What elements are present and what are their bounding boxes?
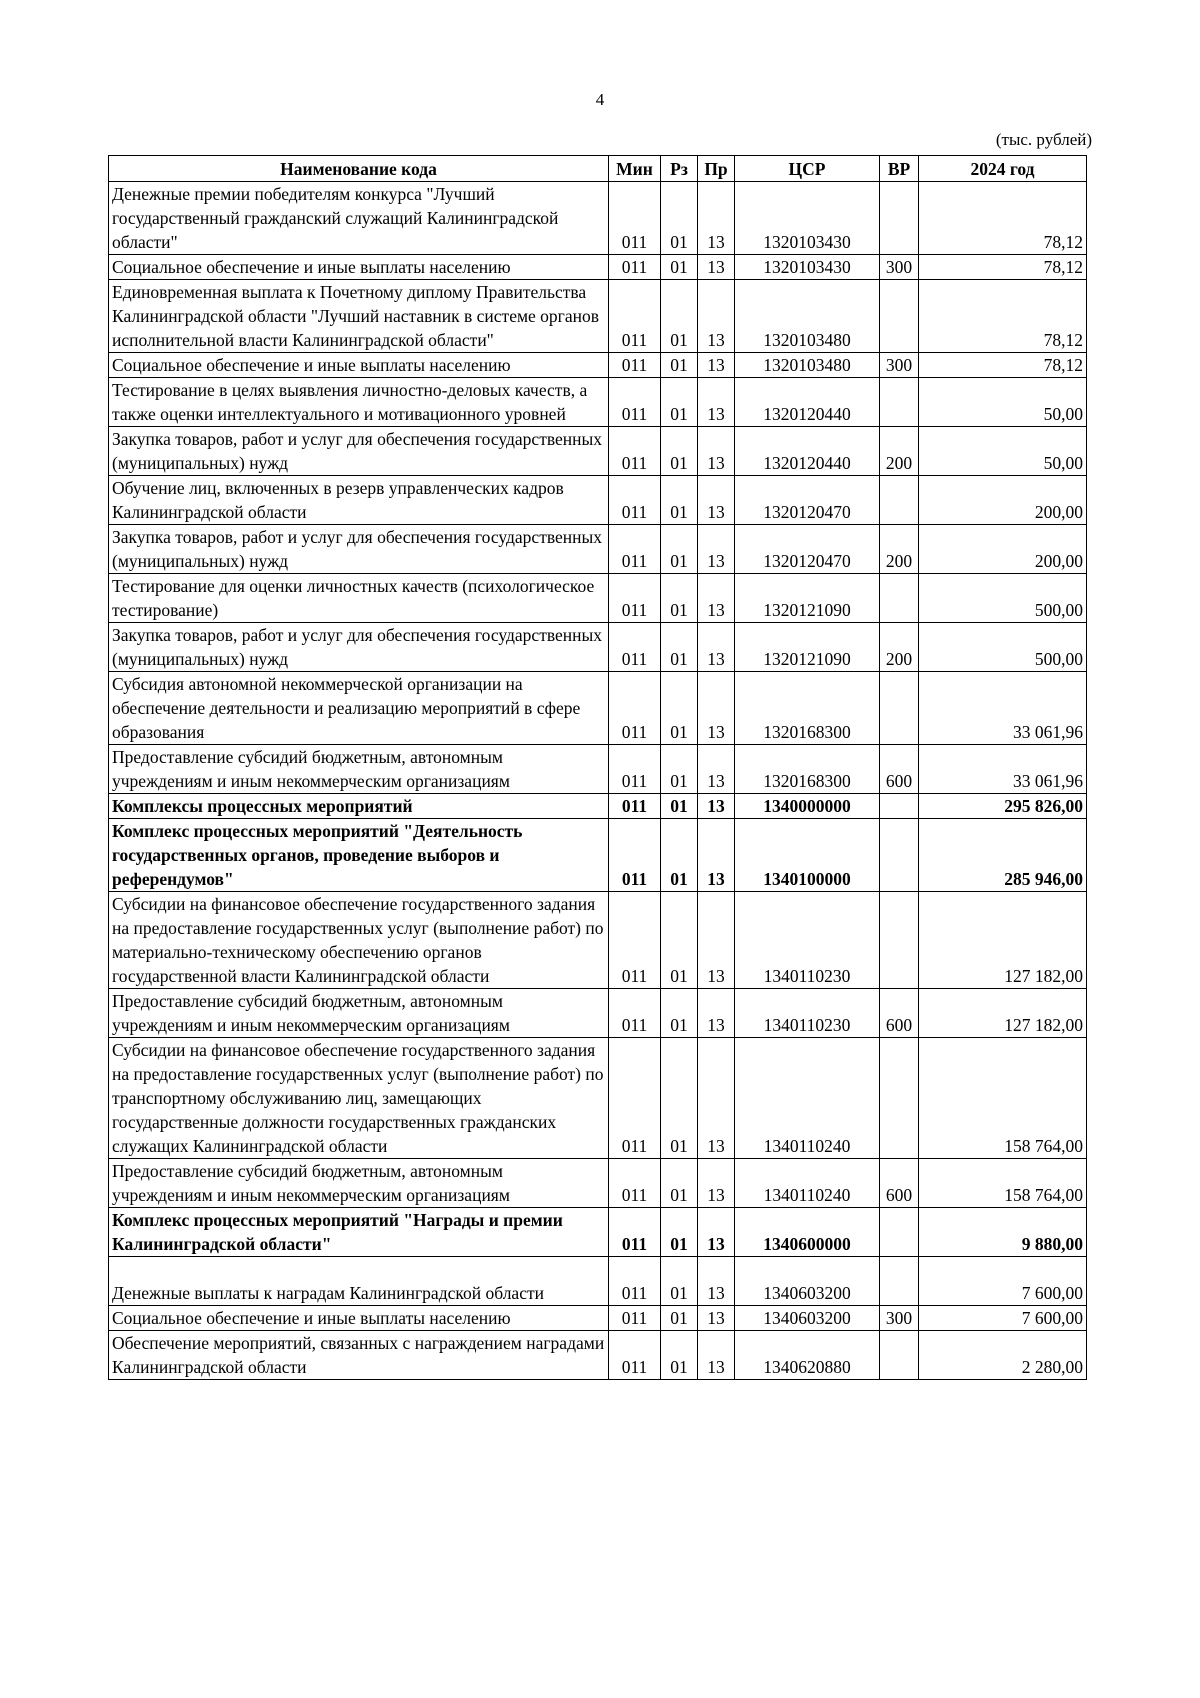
row-name: Единовременная выплата к Почетному диплому Правительства Калининградской области "Лучший наставник в системе органов исполнительной власти Калининградской области" (109, 280, 609, 353)
row-name: Социальное обеспечение и иные выплаты населению (109, 353, 609, 378)
row-vr (880, 1208, 919, 1257)
row-name: Закупка товаров, работ и услуг для обеспечения государственных (муниципальных) нужд (109, 427, 609, 476)
row-rz: 01 (661, 1331, 698, 1380)
row-amount: 158 764,00 (919, 1159, 1087, 1208)
row-name: Обеспечение мероприятий, связанных с награждением наградами Калининградской области (109, 1331, 609, 1380)
row-amount: 285 946,00 (919, 819, 1087, 892)
row-min: 011 (609, 353, 661, 378)
row-vr: 300 (880, 353, 919, 378)
row-vr (880, 280, 919, 353)
row-csr: 1320120440 (735, 427, 880, 476)
row-rz: 01 (661, 1257, 698, 1306)
row-csr: 1320103430 (735, 182, 880, 255)
row-csr: 1340603200 (735, 1306, 880, 1331)
row-min: 011 (609, 255, 661, 280)
table-row (109, 280, 1087, 353)
row-csr: 1320168300 (735, 745, 880, 794)
row-name: Тестирование в целях выявления личностно-деловых качеств, а также оценки интеллектуального и мотивационного уровней (109, 378, 609, 427)
row-pr: 13 (698, 255, 735, 280)
row-name: Социальное обеспечение и иные выплаты населению (109, 255, 609, 280)
row-pr: 13 (698, 1038, 735, 1159)
row-amount: 50,00 (919, 378, 1087, 427)
header-min: Мин (609, 156, 661, 182)
row-name: Субсидии на финансовое обеспечение государственного задания на предоставление государственных услуг (выполнение работ) по материально-техническому обеспечению органов государственной власти Калининградской области (109, 892, 609, 989)
row-amount: 7 600,00 (919, 1306, 1087, 1331)
row-amount: 33 061,96 (919, 745, 1087, 794)
row-amount: 500,00 (919, 623, 1087, 672)
row-rz: 01 (661, 794, 698, 819)
row-csr: 1320103430 (735, 255, 880, 280)
row-min: 011 (609, 672, 661, 745)
row-pr: 13 (698, 574, 735, 623)
row-csr: 1340600000 (735, 1208, 880, 1257)
row-csr: 1320103480 (735, 280, 880, 353)
row-rz: 01 (661, 280, 698, 353)
row-min: 011 (609, 182, 661, 255)
row-csr: 1340110240 (735, 1159, 880, 1208)
row-csr: 1340110230 (735, 892, 880, 989)
row-rz: 01 (661, 353, 698, 378)
header-vr: ВР (880, 156, 919, 182)
row-vr (880, 892, 919, 989)
row-csr: 1320121090 (735, 574, 880, 623)
row-min: 011 (609, 989, 661, 1038)
row-amount: 9 880,00 (919, 1208, 1087, 1257)
table-body (109, 182, 1087, 1380)
row-pr: 13 (698, 476, 735, 525)
table-row (109, 427, 1087, 476)
row-pr: 13 (698, 1159, 735, 1208)
page-number: 4 (595, 90, 605, 109)
header-rz: Рз (661, 156, 698, 182)
row-vr (880, 794, 919, 819)
row-min: 011 (609, 1038, 661, 1159)
row-vr (880, 574, 919, 623)
row-pr: 13 (698, 182, 735, 255)
row-rz: 01 (661, 1208, 698, 1257)
row-vr: 200 (880, 525, 919, 574)
row-vr: 600 (880, 989, 919, 1038)
row-vr (880, 1038, 919, 1159)
row-name: Закупка товаров, работ и услуг для обеспечения государственных (муниципальных) нужд (109, 525, 609, 574)
row-rz: 01 (661, 525, 698, 574)
row-name: Обучение лиц, включенных в резерв управленческих кадров Калининградской области (109, 476, 609, 525)
row-csr: 1340603200 (735, 1257, 880, 1306)
header-name: Наименование кода (109, 156, 609, 182)
row-vr: 300 (880, 255, 919, 280)
row-pr: 13 (698, 378, 735, 427)
row-name: Комплекс процессных мероприятий "Деятельность государственных органов, проведение выборов и референдумов" (109, 819, 609, 892)
row-amount: 158 764,00 (919, 1038, 1087, 1159)
row-vr (880, 819, 919, 892)
header-amount: 2024 год (919, 156, 1087, 182)
row-csr: 1320121090 (735, 623, 880, 672)
row-min: 011 (609, 623, 661, 672)
table-row (109, 1257, 1087, 1306)
table-row (109, 1208, 1087, 1257)
row-rz: 01 (661, 892, 698, 989)
row-name: Социальное обеспечение и иные выплаты населению (109, 1306, 609, 1331)
row-min: 011 (609, 745, 661, 794)
row-vr (880, 1257, 919, 1306)
row-rz: 01 (661, 182, 698, 255)
row-amount: 200,00 (919, 525, 1087, 574)
row-rz: 01 (661, 574, 698, 623)
row-pr: 13 (698, 1257, 735, 1306)
table-row (109, 892, 1087, 989)
table-row (109, 574, 1087, 623)
row-rz: 01 (661, 427, 698, 476)
table-header-row (109, 156, 1087, 182)
row-amount: 127 182,00 (919, 892, 1087, 989)
row-pr: 13 (698, 672, 735, 745)
row-rz: 01 (661, 989, 698, 1038)
row-pr: 13 (698, 280, 735, 353)
row-name: Закупка товаров, работ и услуг для обеспечения государственных (муниципальных) нужд (109, 623, 609, 672)
row-rz: 01 (661, 255, 698, 280)
row-rz: 01 (661, 1306, 698, 1331)
row-pr: 13 (698, 745, 735, 794)
row-csr: 1340000000 (735, 794, 880, 819)
row-min: 011 (609, 1208, 661, 1257)
row-name: Субсидия автономной некоммерческой организации на обеспечение деятельности и реализацию мероприятий в сфере образования (109, 672, 609, 745)
row-amount: 78,12 (919, 182, 1087, 255)
table-row (109, 1159, 1087, 1208)
row-vr (880, 182, 919, 255)
row-csr: 1320120440 (735, 378, 880, 427)
row-vr: 200 (880, 427, 919, 476)
row-csr: 1320120470 (735, 525, 880, 574)
row-min: 011 (609, 819, 661, 892)
row-min: 011 (609, 525, 661, 574)
table-row (109, 672, 1087, 745)
row-name: Предоставление субсидий бюджетным, автономным учреждениям и иным некоммерческим организациям (109, 1159, 609, 1208)
table-row (109, 476, 1087, 525)
row-rz: 01 (661, 1159, 698, 1208)
units-label: (тыс. рублей) (995, 130, 1092, 149)
row-amount: 500,00 (919, 574, 1087, 623)
row-csr: 1320168300 (735, 672, 880, 745)
table-row (109, 794, 1087, 819)
table-row (109, 745, 1087, 794)
table-row (109, 1038, 1087, 1159)
row-min: 011 (609, 1331, 661, 1380)
table-row (109, 1306, 1087, 1331)
row-name: Предоставление субсидий бюджетным, автономным учреждениям и иным некоммерческим организациям (109, 745, 609, 794)
table-row (109, 623, 1087, 672)
row-min: 011 (609, 892, 661, 989)
row-vr: 600 (880, 1159, 919, 1208)
row-min: 011 (609, 476, 661, 525)
table-row (109, 255, 1087, 280)
row-csr: 1340100000 (735, 819, 880, 892)
row-pr: 13 (698, 353, 735, 378)
row-csr: 1340110230 (735, 989, 880, 1038)
row-min: 011 (609, 1257, 661, 1306)
row-vr: 200 (880, 623, 919, 672)
row-amount: 127 182,00 (919, 989, 1087, 1038)
row-rz: 01 (661, 378, 698, 427)
row-min: 011 (609, 574, 661, 623)
row-csr: 1320103480 (735, 353, 880, 378)
row-rz: 01 (661, 819, 698, 892)
row-pr: 13 (698, 989, 735, 1038)
row-rz: 01 (661, 623, 698, 672)
row-name: Денежные выплаты к наградам Калининградской области (109, 1257, 609, 1306)
table-row (109, 989, 1087, 1038)
row-name: Денежные премии победителям конкурса "Лучший государственный гражданский служащий Калининградской области" (109, 182, 609, 255)
row-pr: 13 (698, 623, 735, 672)
table-row (109, 378, 1087, 427)
row-vr (880, 1331, 919, 1380)
table-row (109, 182, 1087, 255)
row-vr (880, 476, 919, 525)
row-amount: 50,00 (919, 427, 1087, 476)
row-csr: 1340110240 (735, 1038, 880, 1159)
row-min: 011 (609, 1159, 661, 1208)
row-vr (880, 672, 919, 745)
table-row (109, 819, 1087, 892)
row-amount: 78,12 (919, 353, 1087, 378)
row-name: Тестирование для оценки личностных качеств (психологическое тестирование) (109, 574, 609, 623)
row-pr: 13 (698, 794, 735, 819)
row-amount: 200,00 (919, 476, 1087, 525)
row-name: Субсидии на финансовое обеспечение государственного задания на предоставление государственных услуг (выполнение работ) по транспортному обслуживанию лиц, замещающих государственные должности государственных гражданских служащих Калининградской области (109, 1038, 609, 1159)
row-amount: 78,12 (919, 280, 1087, 353)
row-name: Комплексы процессных мероприятий (109, 794, 609, 819)
budget-table (108, 155, 1087, 1380)
row-pr: 13 (698, 525, 735, 574)
row-rz: 01 (661, 672, 698, 745)
row-amount: 7 600,00 (919, 1257, 1087, 1306)
row-amount: 33 061,96 (919, 672, 1087, 745)
row-vr: 300 (880, 1306, 919, 1331)
row-min: 011 (609, 378, 661, 427)
table-row (109, 1331, 1087, 1380)
row-vr (880, 378, 919, 427)
row-csr: 1340620880 (735, 1331, 880, 1380)
row-min: 011 (609, 427, 661, 476)
row-min: 011 (609, 280, 661, 353)
row-pr: 13 (698, 819, 735, 892)
row-pr: 13 (698, 892, 735, 989)
row-amount: 2 280,00 (919, 1331, 1087, 1380)
row-name: Комплекс процессных мероприятий "Награды и премии Калининградской области" (109, 1208, 609, 1257)
row-rz: 01 (661, 476, 698, 525)
row-rz: 01 (661, 1038, 698, 1159)
row-min: 011 (609, 1306, 661, 1331)
row-amount: 295 826,00 (919, 794, 1087, 819)
row-pr: 13 (698, 427, 735, 476)
row-csr: 1320120470 (735, 476, 880, 525)
row-pr: 13 (698, 1208, 735, 1257)
row-name: Предоставление субсидий бюджетным, автономным учреждениям и иным некоммерческим организациям (109, 989, 609, 1038)
row-rz: 01 (661, 745, 698, 794)
table-row (109, 353, 1087, 378)
header-csr: ЦСР (735, 156, 880, 182)
table-row (109, 525, 1087, 574)
row-amount: 78,12 (919, 255, 1087, 280)
row-min: 011 (609, 794, 661, 819)
row-pr: 13 (698, 1331, 735, 1380)
header-pr: Пр (698, 156, 735, 182)
row-vr: 600 (880, 745, 919, 794)
row-pr: 13 (698, 1306, 735, 1331)
